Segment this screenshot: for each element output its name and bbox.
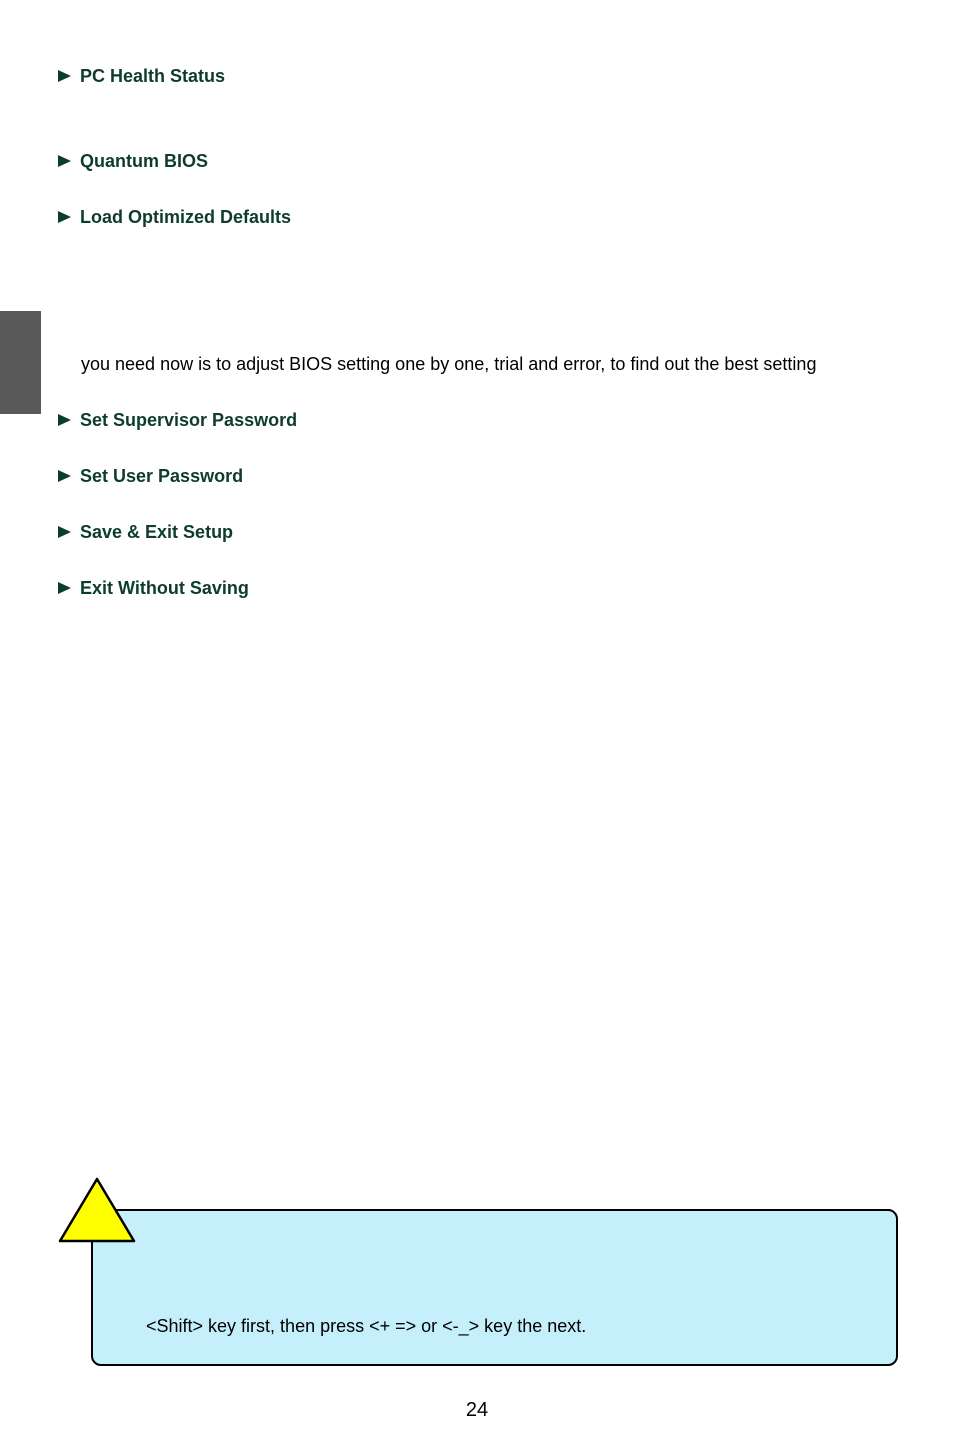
- menu-item-set-supervisor-password: [58, 409, 297, 431]
- triangle-right-icon: [58, 414, 71, 426]
- menu-item-save-exit-setup: [58, 521, 233, 543]
- body-text: you need now is to adjust BIOS setting one by one, trial and error, to find out the best setting: [81, 354, 817, 374]
- menu-item-label: Quantum BIOS: [80, 150, 209, 171]
- triangle-right-icon: [58, 582, 71, 594]
- triangle-right-icon: [58, 155, 71, 167]
- menu-item-quantum-bios: [58, 150, 208, 172]
- menu-item-label: Load Optimized Defaults: [80, 206, 292, 227]
- menu-item-label: Set User Password: [80, 465, 244, 486]
- menu-item-exit-without-saving: [58, 577, 249, 599]
- menu-item-label: Save & Exit Setup: [80, 521, 234, 542]
- menu-item-pc-health-status: [58, 65, 225, 87]
- triangle-right-icon: [58, 211, 71, 223]
- warning-icon: [56, 1175, 138, 1245]
- menu-item-label: Exit Without Saving: [80, 577, 249, 598]
- side-tab: [0, 311, 41, 414]
- triangle-right-icon: [58, 70, 71, 82]
- menu-item-load-optimized-defaults: [58, 206, 291, 228]
- triangle-right-icon: [58, 470, 71, 482]
- page-number: 24: [465, 1399, 489, 1421]
- menu-item-label: Set Supervisor Password: [80, 409, 298, 430]
- triangle-right-icon: [58, 526, 71, 538]
- note-box: [91, 1209, 898, 1366]
- menu-item-label: PC Health Status: [80, 65, 226, 86]
- note-text: <Shift> key first, then press <+ => or <-_> key the next.: [146, 1316, 587, 1336]
- menu-item-set-user-password: [58, 465, 243, 487]
